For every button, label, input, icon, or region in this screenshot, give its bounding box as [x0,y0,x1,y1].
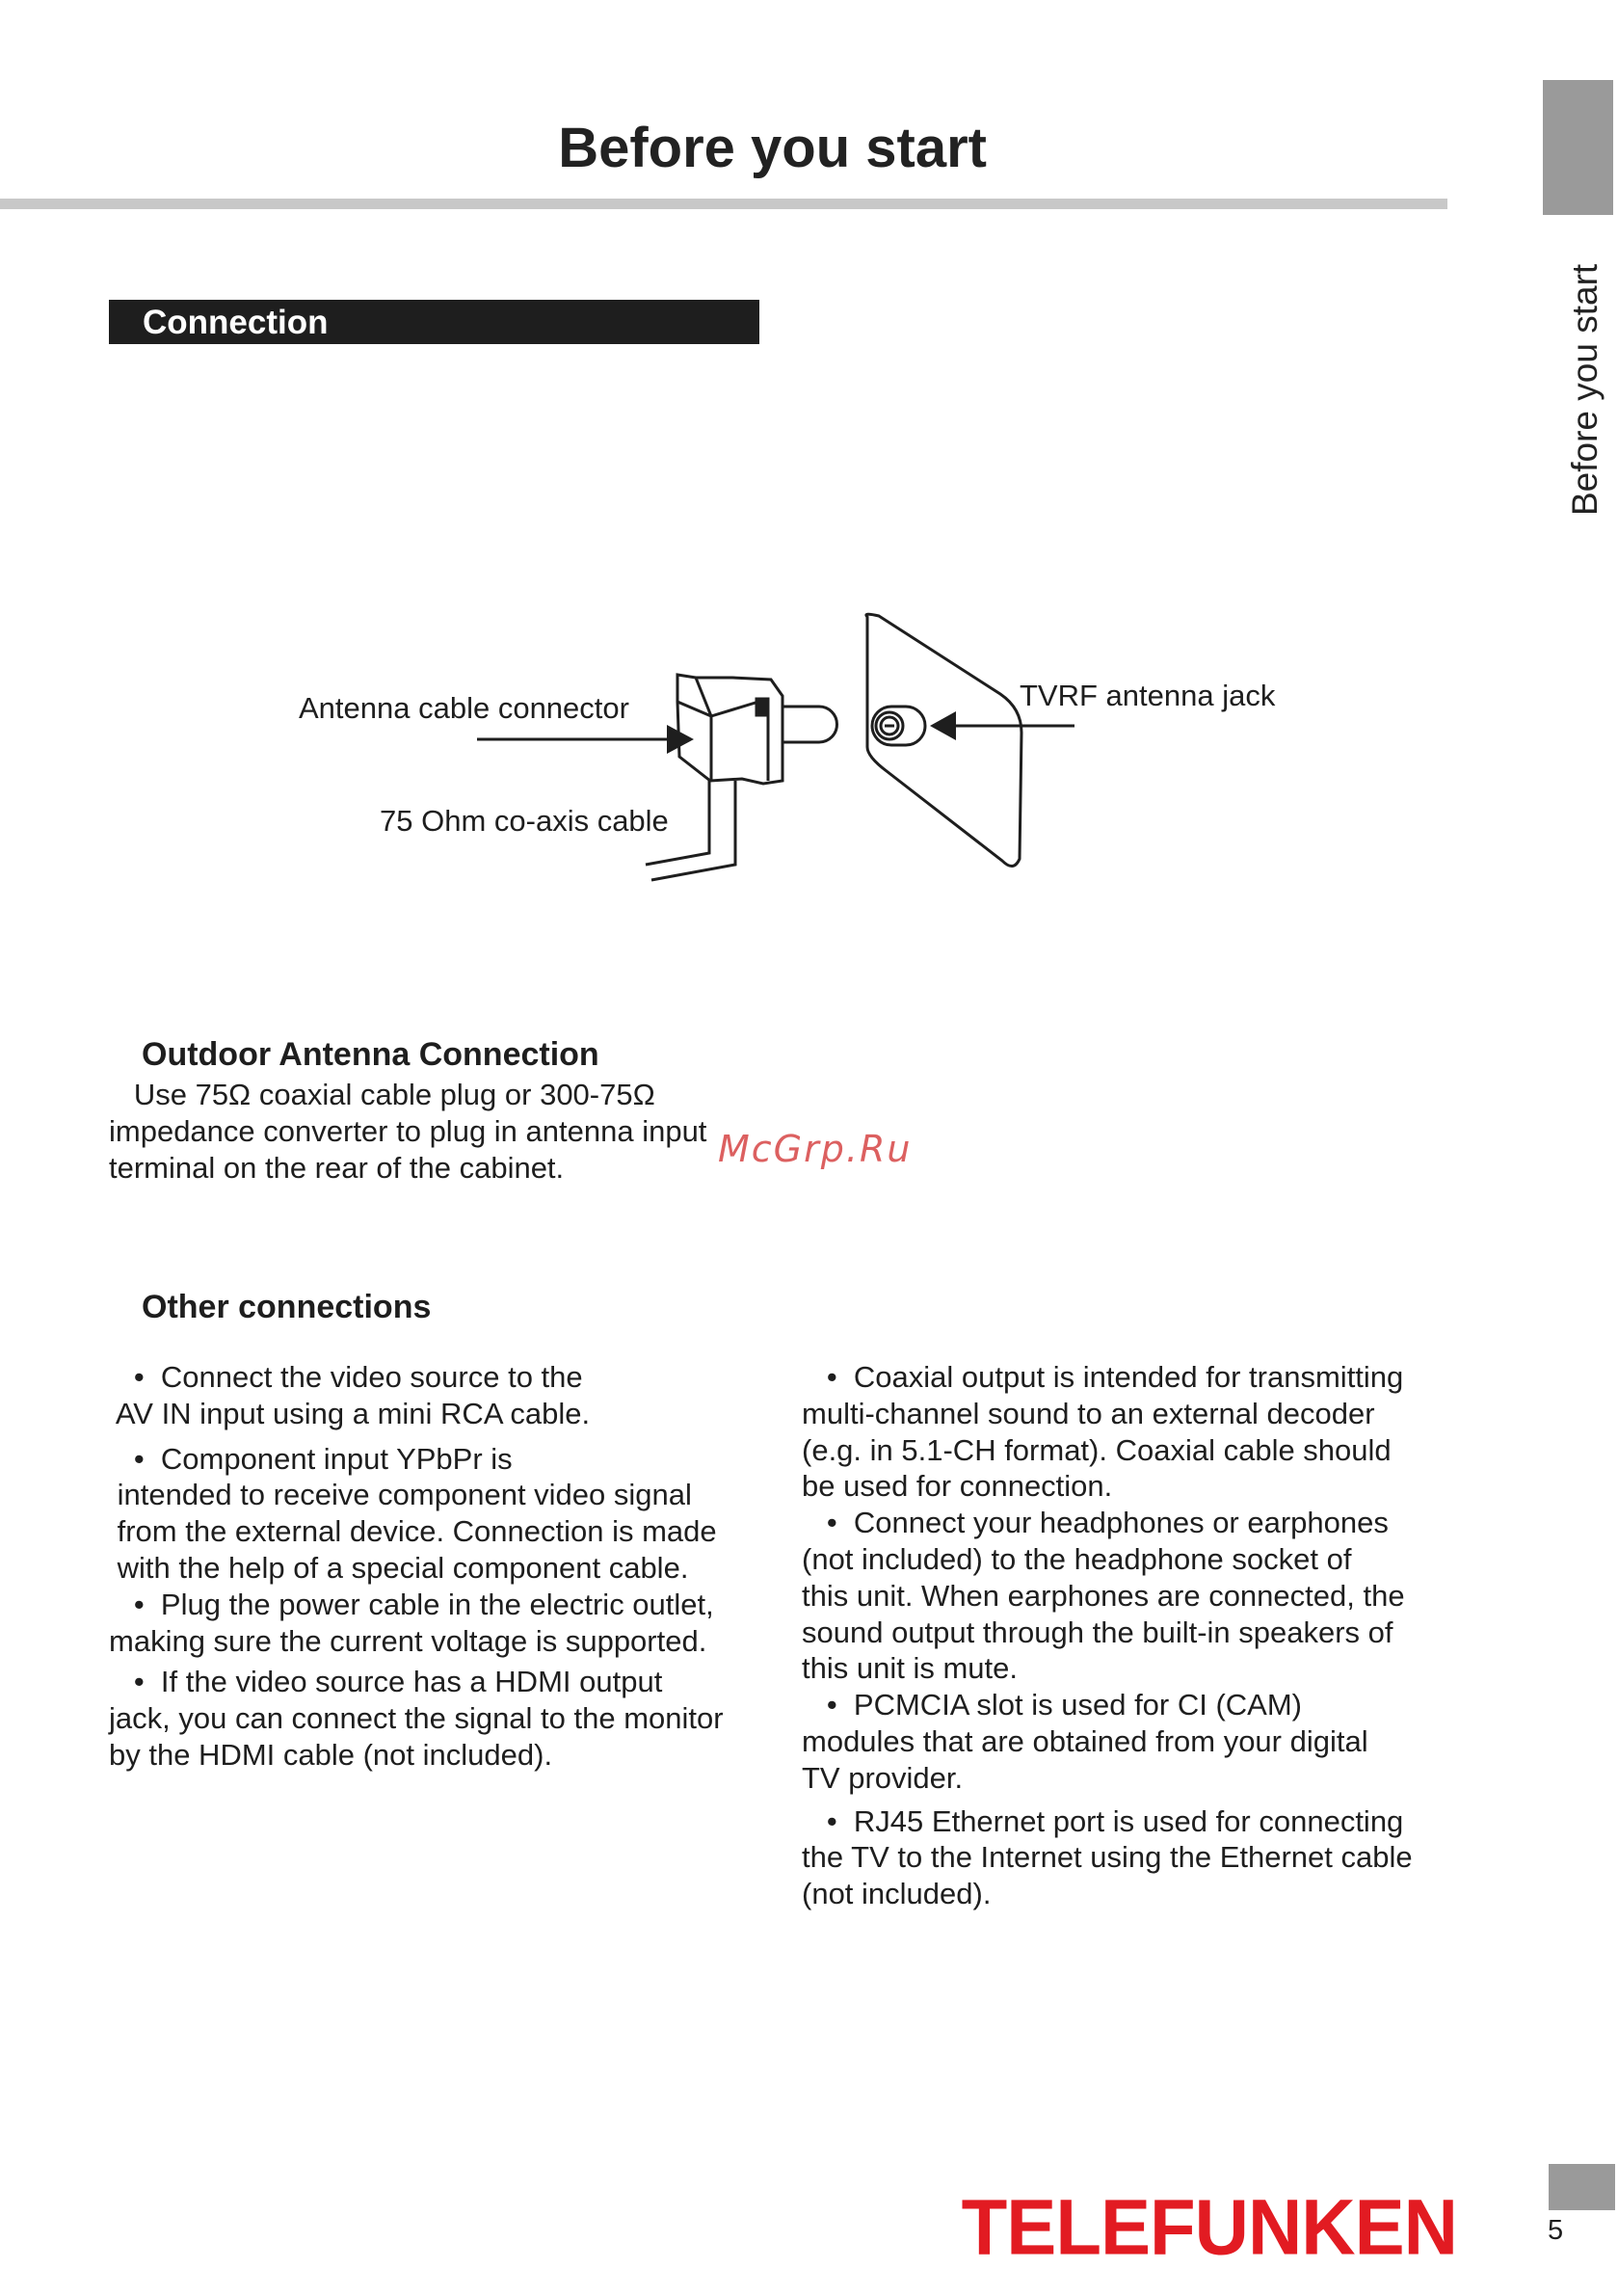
antenna-jack [872,707,925,745]
left-line: from the external device. Connection is made [109,1514,717,1549]
brand-logo: TELEFUNKEN [961,2181,1457,2272]
connector-arrow [477,725,694,754]
page-tab [1549,2164,1615,2210]
antenna-connection-diagram [289,602,1311,892]
connector-label: Antenna cable connector [299,691,629,725]
section-title: Connection [143,304,329,341]
cable-label: 75 Ohm co-axis cable [380,804,669,838]
header-rule [0,199,1447,209]
other-heading: Other connections [142,1289,432,1325]
right-line: the TV to the Internet using the Ethernet cable [802,1840,1413,1875]
outdoor-line: terminal on the rear of the cabinet. [109,1150,565,1185]
side-tab [1543,80,1613,215]
other-right-column [802,1359,1413,1912]
right-line: • Connect your headphones or earphones [802,1506,1389,1540]
left-line: • If the video source has a HDMI output [109,1665,663,1699]
right-line: this unit is mute. [802,1651,1018,1686]
right-line: multi-channel sound to an external decoder [802,1396,1375,1430]
left-line: • Connect the video source to the [109,1360,583,1394]
left-line: AV IN input using a mini RCA cable. [109,1396,591,1430]
right-line: (not included) to the headphone socket of [802,1541,1352,1576]
outdoor-heading: Outdoor Antenna Connection [142,1036,599,1073]
side-label: Before you start [1565,263,1605,516]
left-line: intended to receive component video signal [109,1478,692,1512]
outdoor-line: impedance converter to plug in antenna input [109,1113,707,1148]
watermark: McGrp.Ru [718,1128,913,1170]
right-line: be used for connection. [802,1469,1113,1504]
right-line: • Coaxial output is intended for transmitting [802,1360,1404,1394]
outdoor-text [109,1077,706,1186]
section-bar [109,300,759,344]
page-number: 5 [1548,2215,1564,2246]
other-left-column [109,1359,724,1774]
right-line: (not included). [802,1877,992,1911]
right-line: modules that are obtained from your digital [802,1723,1368,1758]
left-line: • Component input YPbPr is [109,1441,513,1476]
right-line: this unit. When earphones are connected, the [802,1578,1405,1613]
left-line: by the HDMI cable (not included). [109,1737,553,1772]
right-line: TV provider. [802,1760,964,1795]
jack-arrow [930,711,1074,740]
antenna-plug [646,675,837,880]
right-line: • RJ45 Ethernet port is used for connecting [802,1803,1404,1838]
jack-label: TVRF antenna jack [1020,679,1276,712]
left-line: making sure the current voltage is supported. [109,1623,707,1658]
outdoor-line: Use 75Ω coaxial cable plug or 300-75Ω [109,1078,655,1111]
page-title: Before you start [558,117,987,179]
left-line: • Plug the power cable in the electric outlet, [109,1587,714,1621]
right-line: sound output through the built-in speakers of [802,1615,1393,1649]
right-line: (e.g. in 5.1-CH format). Coaxial cable should [802,1432,1392,1467]
right-line: • PCMCIA slot is used for CI (CAM) [802,1688,1303,1722]
left-line: jack, you can connect the signal to the monitor [109,1701,724,1736]
left-line: with the help of a special component cable. [109,1550,689,1585]
